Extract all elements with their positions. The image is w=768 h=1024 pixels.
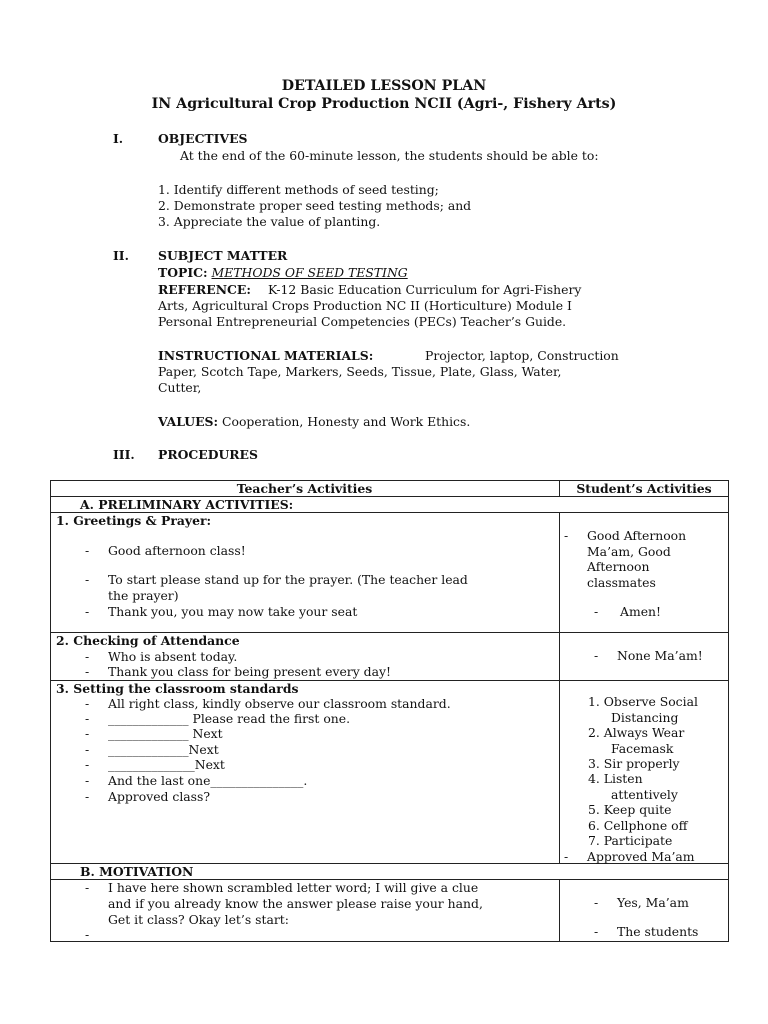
bullet-dash: - [85, 696, 90, 711]
bullet-dash: - [85, 604, 90, 619]
column-divider [559, 512, 560, 863]
standards-student-3: 3. Sir properly [588, 756, 680, 771]
motivation-student-1: Yes, Ma’am [617, 895, 689, 910]
greet-student-1a: Good Afternoon [587, 528, 687, 543]
motivation-teacher-1a: I have here shown scrambled letter word; I will give a clue [108, 880, 479, 895]
bullet-dash: - [594, 924, 599, 939]
table-border-right [728, 480, 729, 942]
bullet-dash: - [85, 927, 90, 942]
column-header-teacher: Teacher’s Activities [236, 481, 373, 496]
materials-label: INSTRUCTIONAL MATERIALS: [158, 348, 374, 363]
greet-student-1b: Ma’am, Good [587, 544, 671, 559]
materials-line-1: Projector, laptop, Construction [425, 348, 619, 363]
greet-teacher-2b: the prayer) [108, 588, 179, 603]
objective-item-2: 2. Demonstrate proper seed testing methods; and [158, 198, 472, 213]
standards-student-8: Approved Ma’am [587, 849, 695, 864]
attendance-student-1: None Ma’am! [617, 648, 703, 663]
procedures-heading: PROCEDURES [158, 447, 258, 462]
motivation-teacher-1c: Get it class? Okay let’s start: [108, 912, 289, 927]
standards-teacher-3: _____________ Next [108, 726, 223, 741]
standards-student-4b: attentively [611, 787, 678, 802]
attendance-teacher-2: Thank you class for being present every day! [108, 664, 391, 679]
standards-teacher-7: Approved class? [108, 789, 211, 804]
greet-teacher-2a: To start please stand up for the prayer. (The teacher lead [108, 572, 468, 587]
bullet-dash: - [85, 789, 90, 804]
standards-student-6: 6. Cellphone off [588, 818, 688, 833]
bullet-dash: - [85, 711, 90, 726]
reference-line-3: Personal Entrepreneurial Competencies (PECs) Teacher’s Guide. [158, 314, 567, 329]
bullet-dash: - [564, 849, 569, 864]
bullet-dash: - [564, 528, 569, 543]
table-border-left [50, 480, 51, 942]
standards-teacher-1: All right class, kindly observe our classroom standard. [108, 696, 451, 711]
bullet-dash: - [85, 664, 90, 679]
standards-teacher-2: _____________ Please read the first one. [108, 711, 351, 726]
bullet-dash: - [594, 648, 599, 663]
section-preliminary-activities: A. PRELIMINARY ACTIVITIES: [80, 497, 294, 512]
greetings-heading: 1. Greetings & Prayer: [56, 513, 212, 528]
standards-student-1b: Distancing [611, 710, 679, 725]
standards-student-4a: 4. Listen [588, 771, 643, 786]
bullet-dash: - [85, 726, 90, 741]
greet-teacher-1: Good afternoon class! [108, 543, 246, 558]
objectives-intro: At the end of the 60-minute lesson, the students should be able to: [180, 148, 599, 163]
greet-student-1d: classmates [587, 575, 656, 590]
lesson-plan-title: DETAILED LESSON PLAN [281, 78, 487, 94]
standards-student-7: 7. Participate [588, 833, 673, 848]
lesson-plan-subtitle: IN Agricultural Crop Production NCII (Agri-, Fishery Arts) [151, 96, 617, 112]
bullet-dash: - [85, 572, 90, 587]
objectives-heading: OBJECTIVES [158, 131, 248, 146]
standards-teacher-6: And the last one_______________. [108, 773, 308, 788]
subject-heading: SUBJECT MATTER [158, 248, 288, 263]
procedures-number: III. [113, 447, 135, 462]
bullet-dash: - [85, 742, 90, 757]
materials-line-2: Paper, Scotch Tape, Markers, Seeds, Tissue, Plate, Glass, Water, [158, 364, 562, 379]
attendance-heading: 2. Checking of Attendance [56, 633, 240, 648]
standards-student-5: 5. Keep quite [588, 802, 672, 817]
bullet-dash: - [594, 604, 599, 619]
column-divider [559, 879, 560, 941]
bullet-dash: - [85, 880, 90, 895]
attendance-teacher-1: Who is absent today. [108, 649, 238, 664]
standards-student-2a: 2. Always Wear [588, 725, 685, 740]
reference-label: REFERENCE: [158, 282, 251, 297]
greet-teacher-3: Thank you, you may now take your seat [108, 604, 358, 619]
bullet-dash: - [85, 773, 90, 788]
motivation-student-2: The students [617, 924, 699, 939]
objectives-number: I. [113, 131, 124, 146]
topic-line [158, 265, 408, 280]
greet-student-1c: Afternoon [587, 559, 650, 574]
materials-line-3: Cutter, [158, 380, 202, 395]
objective-item-1: 1. Identify different methods of seed testing; [158, 182, 439, 197]
standards-student-2b: Facemask [611, 741, 674, 756]
table-border-bottom [50, 941, 729, 942]
values-line [158, 414, 470, 429]
subject-number: II. [113, 248, 129, 263]
column-header-student: Student’s Activities [576, 481, 712, 496]
topic-value: METHODS OF SEED TESTING [211, 265, 408, 280]
reference-line-2: Arts, Agricultural Crops Production NC II (Horticulture) Module I [158, 298, 572, 313]
reference-line-1: K-12 Basic Education Curriculum for Agri-Fishery [268, 282, 582, 297]
motivation-teacher-1b: and if you already know the answer please raise your hand, [108, 896, 483, 911]
topic-label: TOPIC: [158, 265, 208, 280]
section-motivation: B. MOTIVATION [80, 864, 194, 879]
values-label: VALUES: [158, 414, 219, 429]
standards-heading: 3. Setting the classroom standards [56, 681, 299, 696]
bullet-dash: - [85, 757, 90, 772]
bullet-dash: - [85, 543, 90, 558]
standards-teacher-4: _____________Next [108, 742, 219, 757]
bullet-dash: - [594, 895, 599, 910]
objective-item-3: 3. Appreciate the value of planting. [158, 214, 381, 229]
standards-student-1a: 1. Observe Social [588, 694, 698, 709]
greet-student-2: Amen! [620, 604, 661, 619]
values-value: Cooperation, Honesty and Work Ethics. [222, 414, 471, 429]
standards-teacher-5: ______________Next [108, 757, 225, 772]
bullet-dash: - [85, 649, 90, 664]
